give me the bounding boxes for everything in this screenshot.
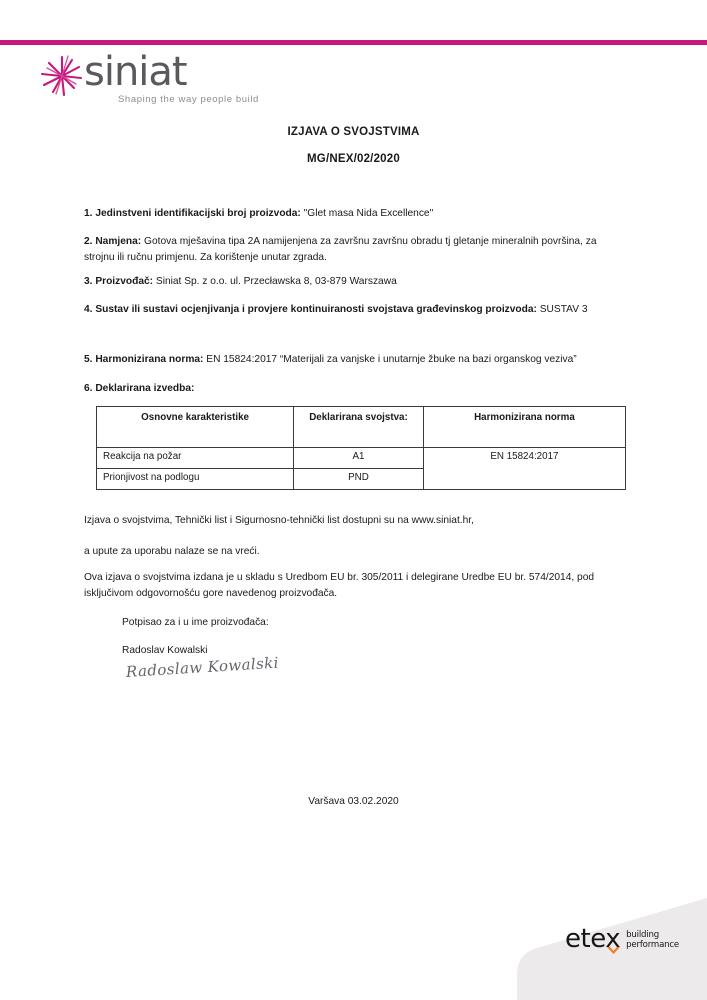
signature-intro: Potpisao za i u ime proizvođača:	[122, 617, 269, 628]
starburst-icon	[40, 54, 84, 98]
document-title: IZJAVA O SVOJSTVIMA	[287, 126, 420, 138]
section-1-product-id	[84, 206, 624, 222]
siniat-logo	[40, 49, 259, 108]
etex-wordmark-text: etex	[565, 924, 621, 954]
handwritten-signature: Radoslaw Kowalski	[125, 653, 280, 681]
section-4-assessment-system	[84, 302, 624, 318]
cell-declared-property: PND	[294, 469, 424, 490]
siniat-tagline: Shaping the way people build	[118, 94, 259, 105]
availability-note-line-1: Izjava o svojstvima, Tehnički list i Sigurnosno-tehnički list dostupni su na www.siniat.hr,	[84, 515, 474, 526]
cell-harmonised-norm: EN 15824:2017	[423, 448, 625, 490]
document-reference-number: MG/NEX/02/2020	[307, 153, 400, 165]
section-1-value: "Glet masa Nida Excellence"	[300, 208, 434, 219]
section-1-label: 1. Jedinstveni identifikacijski broj proizvoda:	[84, 208, 301, 219]
table-row	[97, 448, 626, 469]
cell-characteristic: Reakcija na požar	[97, 448, 294, 469]
column-header-declared-properties: Deklarirana svojstva:	[294, 407, 424, 448]
regulation-statement: Ova izjava o svojstvima izdana je u skladu s Uredbom EU br. 305/2011 i delegirane Uredbe EU br. 574/2014, pod isključivom odgovornošću gore navedenog proizvođača.	[84, 572, 595, 599]
section-5-harmonised-standard	[84, 352, 624, 368]
section-3-value: Siniat Sp. z o.o. ul. Przecławska 8, 03-879 Warszawa	[153, 276, 397, 287]
header-accent-bar	[0, 40, 707, 45]
availability-note-line-2: a upute za uporabu nalaze se na vreći.	[84, 546, 260, 557]
section-3-label: 3. Proizvođač:	[84, 276, 154, 287]
section-4-label: 4. Sustav ili sustavi ocjenjivanja i provjere kontinuiranosti svojstava građevinskog proizvoda:	[84, 304, 537, 315]
etex-wordmark	[565, 926, 620, 952]
section-2-value: Gotova mješavina tipa 2A namijenjena za završnu završnu obradu tj gletanje mineralnih površina, za strojnu ili ručnu primjenu. Za korištenje unutar zgrada.	[84, 236, 597, 263]
section-2-intended-use	[84, 234, 624, 266]
etex-tagline-line-2: performance	[626, 940, 679, 950]
section-3-manufacturer	[84, 274, 624, 290]
etex-tagline	[626, 930, 679, 950]
table-header-row	[97, 407, 626, 448]
place-and-date: Varšava 03.02.2020	[308, 796, 399, 807]
column-header-harmonised-norm: Harmonizirana norma	[423, 407, 625, 448]
section-5-label: 5. Harmonizirana norma:	[84, 354, 204, 365]
column-header-characteristics: Osnovne karakteristike	[97, 407, 294, 448]
section-2-label: 2. Namjena:	[84, 236, 142, 247]
section-6-label: 6. Deklarirana izvedba:	[84, 383, 195, 394]
etex-tagline-line-1: building	[626, 930, 659, 940]
cell-declared-property: A1	[294, 448, 424, 469]
section-4-value: SUSTAV 3	[536, 304, 588, 315]
etex-check-icon	[606, 946, 621, 955]
section-5-value: EN 15824:2017 “Materijali za vanjske i unutarnje žbuke na bazi organskog veziva”	[203, 354, 577, 365]
declared-performance-table	[96, 406, 626, 490]
signatory-name: Radoslav Kowalski	[122, 645, 208, 656]
cell-characteristic: Prionjivost na podlogu	[97, 469, 294, 490]
siniat-wordmark: siniat	[84, 49, 187, 95]
section-6-declared-performance	[84, 381, 624, 397]
etex-logo	[565, 926, 679, 952]
